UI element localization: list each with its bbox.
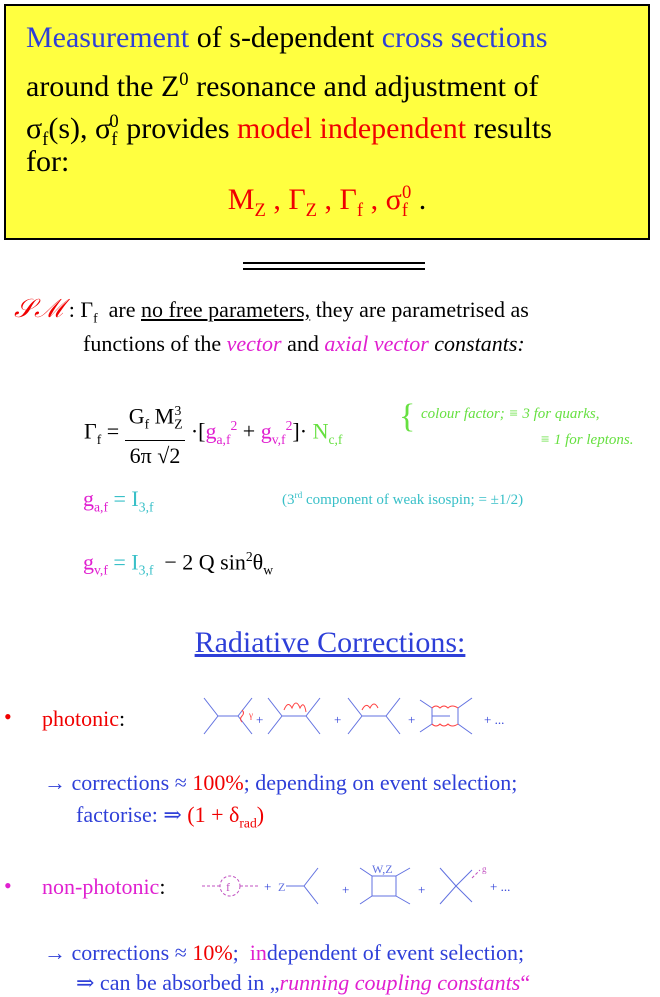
measurement-word: Measurement: [26, 21, 190, 54]
sm-line-1: 𝒮ℳ : $\Gamma_f$ are no free parameters, they are parametrised as: [14, 294, 529, 326]
box-line-2: around the $Z^0$ resonance and adjustment of: [26, 69, 539, 103]
box-line-3: $\sigma_f(s)$, $\sigma_f^0$ provides model independent results: [26, 111, 552, 150]
photon-label: γ: [249, 710, 253, 720]
sm-symbol: 𝒮ℳ: [14, 294, 64, 323]
model-independent-text: model independent: [237, 112, 467, 145]
wz-label: W,Z: [372, 862, 393, 876]
radiative-corrections-heading: Radiative Corrections:: [194, 626, 466, 659]
photonic-label: photonic:: [42, 706, 126, 731]
nonphotonic-line-2: ⇒ can be absorbed in „running coupling constants“: [76, 970, 531, 995]
photonic-line-1: → corrections ≈ 100%; depending on event selection;: [44, 770, 518, 795]
box-formula: $M_Z$ , $\Gamma_Z$ , $\Gamma_f$ , $\sigma_f^0$ .: [227, 182, 427, 221]
plus-5: +: [342, 882, 350, 897]
nonphotonic-diagrams: [200, 860, 530, 912]
plus-3: +: [408, 712, 416, 727]
cross-sections-word: cross sections: [381, 21, 548, 54]
gv-equation: $g_{v,f} = I_{3,f} - 2$ Q $\sin^2\theta_w$: [83, 549, 274, 578]
sm-line-2: functions of the vector and axial vector constants:: [83, 331, 525, 356]
fermion-loop-label: f: [226, 880, 230, 894]
photonic-line-2: factorise: ⇒ $(1 + \delta_{rad})$: [76, 802, 265, 831]
separator-line-bottom: [243, 268, 425, 270]
nonphotonic-line-1: → corrections ≈ 10%; independent of event selection;: [44, 940, 525, 965]
width-fraction: $\frac{G_f M_Z^3}{6\pi √2}$: [125, 396, 186, 471]
bullet-photonic: •: [4, 704, 12, 729]
box-line-4: for:: [26, 145, 70, 178]
plus-6: +: [418, 882, 426, 897]
plus-dots-1: + ...: [484, 712, 505, 727]
plus-4: +: [264, 879, 272, 894]
separator-line-top: [243, 262, 425, 264]
photonic-diagrams: [196, 692, 526, 744]
nonphotonic-label: non-photonic:: [42, 874, 166, 899]
no-free-parameters: no free parameters,: [141, 297, 311, 322]
plus-dots-2: + ...: [490, 879, 511, 894]
z-label: Z: [278, 880, 286, 894]
gluon-label: g: [482, 864, 487, 874]
isospin-note: (3rd component of weak isospin; = ±1/2): [282, 491, 524, 508]
box-line-1: Measurement of s-dependent cross sections: [26, 21, 548, 54]
colour-factor-line-2: ≡ 1 for leptons.: [540, 432, 634, 448]
summary-box: [4, 4, 650, 240]
width-equation: $\Gamma_f$ = $\frac{G_f M_Z^3}{6\pi √2}$ $\cdot[g_{a,f}^2 + g_{v,f}^2]\cdot N_{c,f}$: [84, 396, 342, 471]
colour-factor-line-1: colour factor; ≡ 3 for quarks,: [421, 406, 600, 422]
plus-1: +: [256, 712, 264, 727]
plus-2: +: [334, 712, 342, 727]
ga-equation: $g_{a,f} = I_{3,f}$: [83, 486, 154, 515]
bullet-nonphotonic: •: [4, 873, 12, 898]
colour-brace: {: [399, 398, 416, 435]
